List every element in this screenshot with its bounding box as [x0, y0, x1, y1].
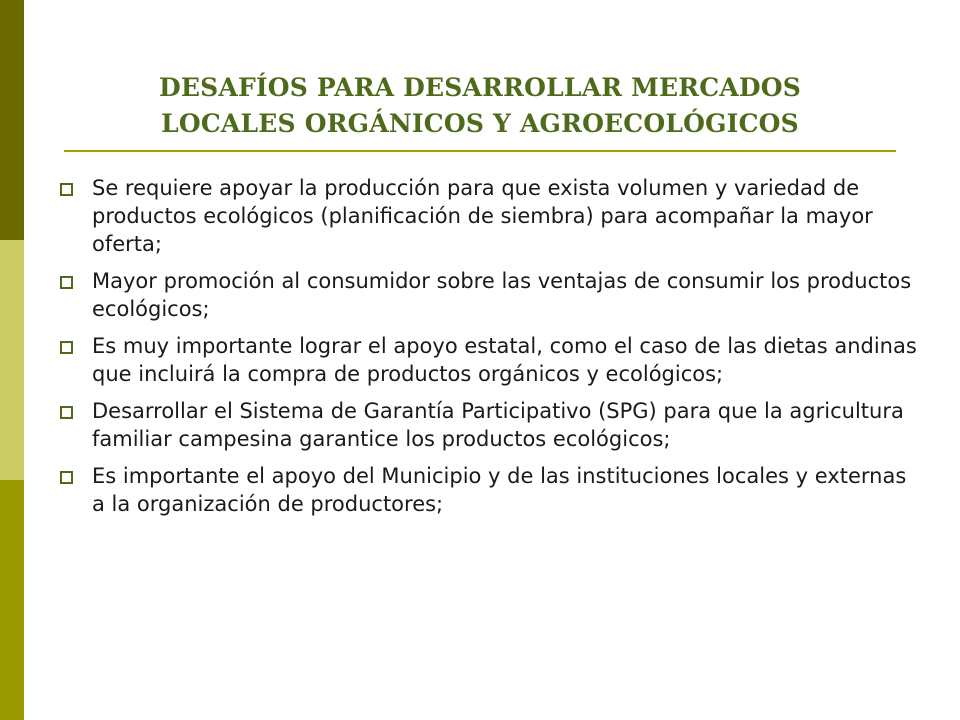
- bullet-list: [60, 174, 920, 527]
- bullet-text: Se requiere apoyar la producción para que exista volumen y variedad de productos ecológicos (planificación de siembra) para acompañar la mayor oferta;: [92, 176, 873, 256]
- side-bar-segment-middle: [0, 240, 24, 480]
- side-decoration-bar: [0, 0, 24, 720]
- bullet-item: [60, 174, 920, 258]
- bullet-text: Desarrollar el Sistema de Garantía Participativo (SPG) para que la agricultura familiar campesina garantice los productos ecológicos;: [92, 399, 904, 451]
- square-bullet-icon: [60, 276, 73, 289]
- bullet-text: Mayor promoción al consumidor sobre las ventajas de consumir los productos ecológicos;: [92, 269, 912, 321]
- square-bullet-icon: [60, 471, 73, 484]
- title-divider: [64, 150, 896, 152]
- square-bullet-icon: [60, 406, 73, 419]
- bullet-item: [60, 462, 920, 518]
- bullet-text: Es muy importante lograr el apoyo estatal, como el caso de las dietas andinas que incluirá la compra de productos orgánicos y ecológicos;: [92, 334, 917, 386]
- slide-title-line-2: LOCALES ORGÁNICOS Y AGROECOLÓGICOS: [161, 109, 799, 138]
- bullet-item: [60, 267, 920, 323]
- slide-title: [60, 70, 900, 142]
- side-bar-segment-bottom: [0, 480, 24, 720]
- bullet-item: [60, 397, 920, 453]
- bullet-item: [60, 332, 920, 388]
- side-bar-segment-top: [0, 0, 24, 240]
- square-bullet-icon: [60, 183, 73, 196]
- slide-title-line-1: DESAFÍOS PARA DESARROLLAR MERCADOS: [158, 73, 802, 102]
- bullet-text: Es importante el apoyo del Municipio y de las instituciones locales y externas a la organización de productores;: [92, 464, 907, 516]
- square-bullet-icon: [60, 341, 73, 354]
